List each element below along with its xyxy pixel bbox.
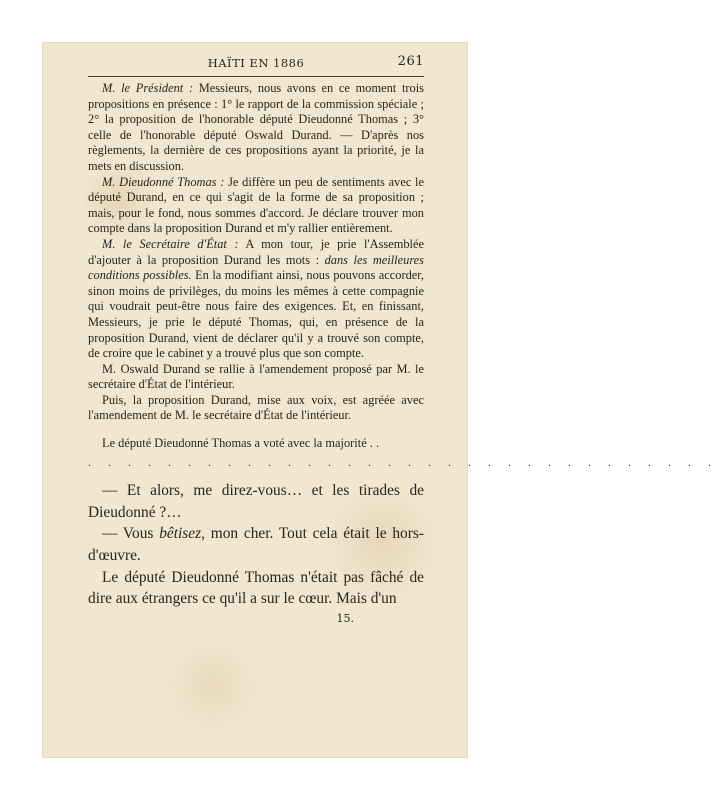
speaker-label: M. Dieudonné Thomas : <box>102 174 225 189</box>
debate-paragraph: M. Oswald Durand se rallie à l'amendement proposé par M. le secrétaire d'État de l'intérieur. <box>88 361 424 392</box>
debate-paragraph <box>88 237 424 362</box>
emphasis-text: bêtisez <box>159 525 202 543</box>
spacer <box>88 424 424 436</box>
narrative-text <box>88 480 424 610</box>
debate-text: En la modifiant ainsi, nous pouvons accorder, sinon moins de privilèges, du moins les mêmes à cette compagnie qui voudrait peut-être nous faire des exigences. Et, en finissant, Messieurs, je prie le député Thomas, qui, en présence de la proposition Durand, vient de déclarer qu'il y a trouvé son compte, de croire que le cabinet y a trouvé plus que son compte. <box>88 268 424 361</box>
page-content <box>88 52 718 625</box>
emphasis-text: dans les meilleures conditions possibles. <box>88 252 424 283</box>
book-page <box>42 42 718 758</box>
debate-text: Je diffère un peu de sentiments avec le député Durand, en ce qui s'agit de la forme de sa proposition ; mais, pour le fond, nous sommes d'accord. Je déclare trouver mon compte dans la proposition Durand et m'y rallier entièrement. <box>88 174 424 236</box>
narrative-paragraph: — Et alors, me direz-vous… et les tirades de Dieudonné ?… <box>88 482 424 521</box>
page-number: 261 <box>397 54 424 69</box>
header-rule <box>88 76 424 77</box>
narrative-paragraph: Le député Dieudonné Thomas n'était pas fâché de dire aux étrangers ce qu'il a sur le cœur. Mais d'un <box>88 568 424 608</box>
page-header <box>88 52 424 74</box>
debate-text: Messieurs, nous avons en ce moment trois propositions en présence : 1° le rapport de la commission spéciale ; 2° la proposition de l'honorable député Dieudonné Thomas ; 3° celle de l'honorable député Oswald Durand. — D'après nos règlements, la dernière de ces propositions ayant la priorité, je la mets en discussion. <box>88 81 424 173</box>
narrative-paragraph <box>88 523 424 566</box>
printer-signature: 15. <box>336 611 354 625</box>
running-title: HAÏTI EN 1886 <box>207 56 305 70</box>
debate-paragraph <box>88 175 424 237</box>
dotted-separator: . . . . . . . . . . . . . . . . . . . . . . . . . . . . . . . . <box>88 454 718 469</box>
narrative-text-part: , mon cher. Tout cela était le hors-d'œuvre. <box>88 525 424 565</box>
debate-paragraph <box>88 81 424 175</box>
narrative-text-part: — Vous <box>102 525 160 543</box>
debate-text: A mon tour, je prie l'Assemblée d'ajouter à la proposition Durand les mots : <box>88 236 424 267</box>
debate-paragraph: Puis, la proposition Durand, mise aux voix, est agréée avec l'amendement de M. le secrétaire d'État de l'intérieur. <box>88 392 424 423</box>
vote-line: Le député Dieudonné Thomas a voté avec la majorité . . <box>102 436 380 451</box>
debate-transcript <box>88 81 718 470</box>
speaker-label: M. le Secrétaire d'État : <box>102 236 239 251</box>
speaker-label: M. le Président : <box>102 81 194 95</box>
